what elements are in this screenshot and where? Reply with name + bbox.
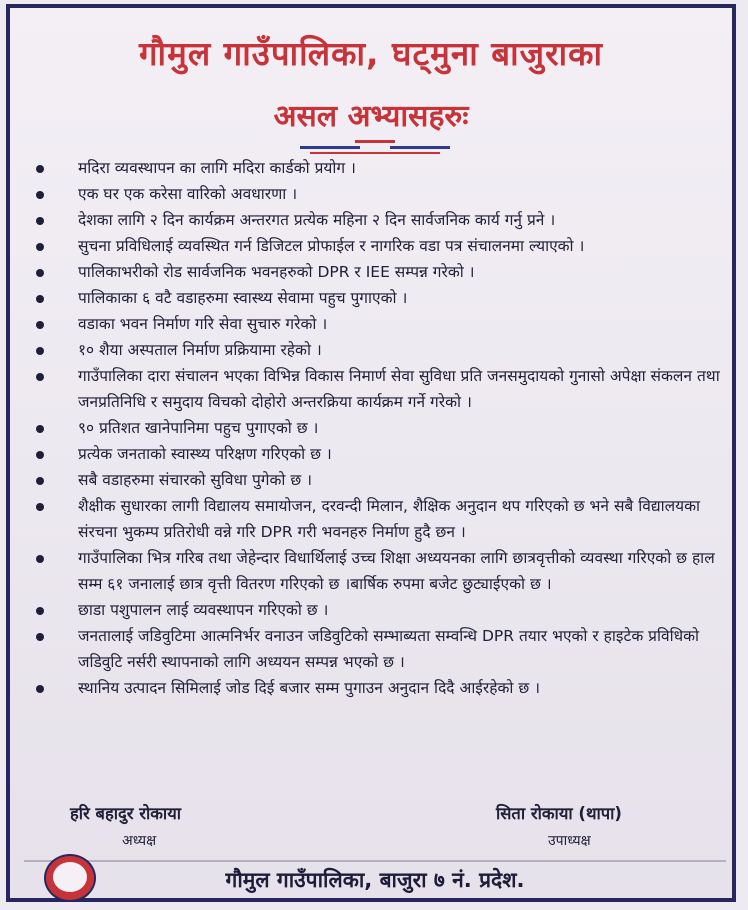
list-item-text: वडाका भवन निर्माण गरि सेवा सुचारु गरेको । — [78, 315, 328, 333]
notice-sheet — [6, 4, 736, 902]
list-item — [24, 285, 729, 311]
list-item-text: गाउँपालिका भित्र गरिब तथा जेहेन्दार विधार्थिलाई उच्च शिक्षा अध्ययनका लागि छात्रवृत्तीको व्यवस्था गरिएको छ हाल सम्म ६१ जनालाई छात्र वृत्ती वितरण गरिएको छ ।बार्षिक रुपमा बजेट छुट्याईएको छ । — [78, 549, 715, 593]
signature-block — [10, 801, 732, 861]
list-item — [24, 155, 729, 181]
list-item-text: सुचना प्रविधिलाई व्यवस्थित गर्न डिजिटल प्रोफाईल र नागरिक वडा पत्र संचालनमा ल्याएको । — [78, 237, 585, 255]
list-item — [24, 415, 729, 441]
bullet-icon — [36, 321, 44, 329]
chairperson-title: अध्यक्ष — [122, 833, 157, 849]
list-item — [24, 441, 729, 467]
list-item — [24, 493, 729, 545]
list-item-text: एक घर एक करेसा वारिको अवधारणा । — [78, 185, 298, 203]
good-practices-list — [24, 155, 729, 701]
bullet-icon — [36, 165, 44, 173]
list-item-text: स्थानिय उत्पादन सिमिलाई जोड दिई बजार सम्म पुगाउन अनुदान दिदै आईरहेको छ । — [78, 679, 540, 697]
bullet-icon — [36, 373, 44, 381]
list-item — [24, 207, 729, 233]
list-item — [24, 675, 729, 701]
list-item-text: पालिकाका ६ वटै वडाहरुमा स्वास्थ्य सेवामा पहुच पुगाएको । — [78, 289, 408, 307]
bullet-icon — [36, 269, 44, 277]
footer-text: गौमुल गाउँपालिका, बाजुरा ७ नं. प्रदेश. — [225, 868, 525, 892]
list-item-text: देशका लागि २ दिन कार्यक्रम अन्तरगत प्रत्येक महिना २ दिन सार्वजनिक कार्य गर्नु प्रने । — [78, 211, 556, 229]
list-item — [24, 181, 729, 207]
list-item-text: प्रत्येक जनताको स्वास्थ्य परिक्षण गरिएको छ । — [78, 445, 332, 463]
bullet-icon — [36, 217, 44, 225]
bullet-icon — [36, 685, 44, 693]
bullet-icon — [36, 191, 44, 199]
chairperson-name: हरि बहादुर रोकाया — [70, 804, 182, 823]
list-item-text: शैक्षीक सुधारका लागी विद्यालय समायोजन, दरवन्दी मिलान, शैक्षिक अनुदान थप गरिएको छ भने सबै विद्यालयका संरचना भुकम्प प्रतिरोधी वन्ने गरि DPR गरी भवनहरु निर्माण हुदै छन । — [78, 497, 701, 541]
list-item — [24, 467, 729, 493]
list-item — [24, 337, 729, 363]
list-item-text: ९० प्रतिशत खानेपानिमा पहुच पुगाएको छ । — [78, 419, 319, 437]
list-item-text: पालिकाभरीको रोड सार्वजनिक भवनहरुको DPR र IEE सम्पन्न गरेको । — [78, 263, 475, 281]
bullet-icon — [36, 347, 44, 355]
bullet-icon — [36, 607, 44, 615]
list-item — [24, 597, 729, 623]
bullet-icon — [36, 555, 44, 563]
bullet-icon — [36, 243, 44, 251]
vice-chairperson-name: सिता रोकाया (थापा) — [496, 804, 622, 823]
title-ornament — [10, 136, 732, 156]
list-item-text: गाउँपालिका दारा संचालन भएका विभिन्न विकास निमार्ण सेवा सुविधा प्रति जनसमुदायको गुनासो अपेक्षा संकलन तथा जनप्रतिनिधि र समुदाय विचको दोहोरो अन्तरक्रिया कार्यक्रम गर्ने गरेको । — [78, 367, 720, 411]
list-item — [24, 623, 729, 675]
vice-chairperson-title: उपाध्यक्ष — [548, 833, 591, 849]
list-item — [24, 259, 729, 285]
bullet-icon — [36, 503, 44, 511]
list-item — [24, 233, 729, 259]
bullet-icon — [36, 425, 44, 433]
list-item — [24, 545, 729, 597]
notice-title: गौमुल गाउँपालिका, घट्मुना बाजुराका — [138, 34, 604, 73]
footer-bar — [24, 860, 726, 900]
list-item — [24, 363, 729, 415]
list-item-text: जनतालाई जडिवुटिमा आत्मनिर्भर वनाउन जडिवुटिको सम्भाब्यता सम्वन्धि DPR तयार भएको र हाइटेक प्रविधिको जडिवुटि नर्सरी स्थापनाको लागि अध्ययन सम्पन्न भएको छ । — [78, 627, 700, 671]
notice-subtitle: असल अभ्यासहरुः — [273, 99, 469, 134]
list-item-text: छाडा पशुपालन लाई व्यवस्थापन गरिएको छ । — [78, 601, 329, 619]
bullet-icon — [36, 451, 44, 459]
list-item — [24, 311, 729, 337]
list-item-text: मदिरा व्यवस्थापन का लागि मदिरा कार्डको प्रयोग । — [78, 159, 356, 177]
bullet-icon — [36, 477, 44, 485]
list-item-text: १० शैया अस्पताल निर्माण प्रक्रियामा रहेको । — [78, 341, 322, 359]
bullet-icon — [36, 633, 44, 641]
bullet-icon — [36, 295, 44, 303]
list-item-text: सबै वडाहरुमा संचारको सुविधा पुगेको छ । — [78, 471, 313, 489]
